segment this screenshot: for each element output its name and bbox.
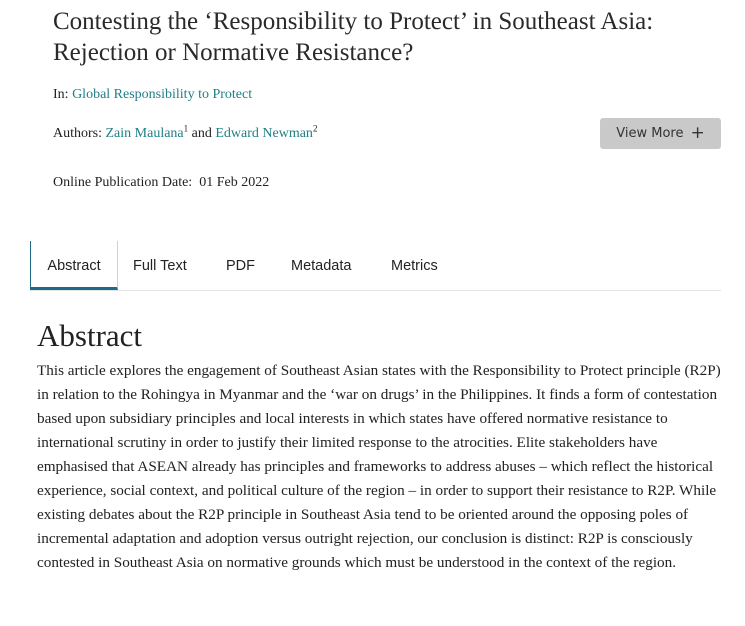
in-label: In: bbox=[53, 87, 69, 102]
authors-line bbox=[53, 123, 318, 142]
author1-affiliation: 1 bbox=[183, 123, 189, 134]
article-tabs bbox=[30, 241, 721, 291]
tab-pdf[interactable]: PDF bbox=[226, 258, 255, 274]
author-link-zain-maulana[interactable]: Zain Maulana bbox=[105, 126, 184, 141]
tab-metrics[interactable]: Metrics bbox=[391, 258, 438, 274]
author-link-edward-newman[interactable]: Edward Newman bbox=[215, 126, 313, 141]
author2-affiliation: 2 bbox=[312, 123, 318, 134]
abstract-heading: Abstract bbox=[37, 318, 143, 353]
view-more-button[interactable] bbox=[600, 118, 721, 149]
journal-link[interactable]: Global Responsibility to Protect bbox=[72, 87, 253, 102]
tab-metadata[interactable]: Metadata bbox=[291, 258, 352, 274]
abstract-text: This article explores the engagement of Southeast Asian states with the Responsibility to Protect principle (R2P) in relation to the Rohingya in Myanmar and the ‘war on drugs’ in the Philippines. It finds a form of contestation based upon subsidiary principles and local interests in which states have offered normative resistance to international scrutiny in order to justify their limited response to the atrocities. Elite stakeholders have emphasised that ASEAN already has principles and frameworks to address abuses – which reflect the historical experience, social context, and political culture of the region – in order to support their resistance to R2P. While existing debates about the R2P principle in Southeast Asia tend to be oriented around the opposing poles of incremental adaptation and adoption versus outright rejection, our conclusion is distinct: R2P is consciously contested in Southeast Asia on normative grounds which must be understood in the context of the region. bbox=[37, 362, 721, 571]
publication-date-line bbox=[53, 175, 269, 191]
tab-full-text[interactable]: Full Text bbox=[133, 258, 187, 274]
journal-line bbox=[53, 87, 252, 103]
and-text: and bbox=[191, 126, 212, 141]
plus-icon: + bbox=[690, 123, 705, 143]
authors-label: Authors: bbox=[53, 126, 102, 141]
publication-date: 01 Feb 2022 bbox=[199, 175, 270, 190]
date-label: Online Publication Date: bbox=[53, 175, 193, 190]
view-more-label: View More bbox=[616, 126, 684, 141]
article-title: Contesting the ‘Responsibility to Protect’ in Southeast Asia: Rejection or Normative Resistance? bbox=[53, 8, 654, 66]
tab-abstract[interactable]: Abstract bbox=[30, 241, 118, 290]
